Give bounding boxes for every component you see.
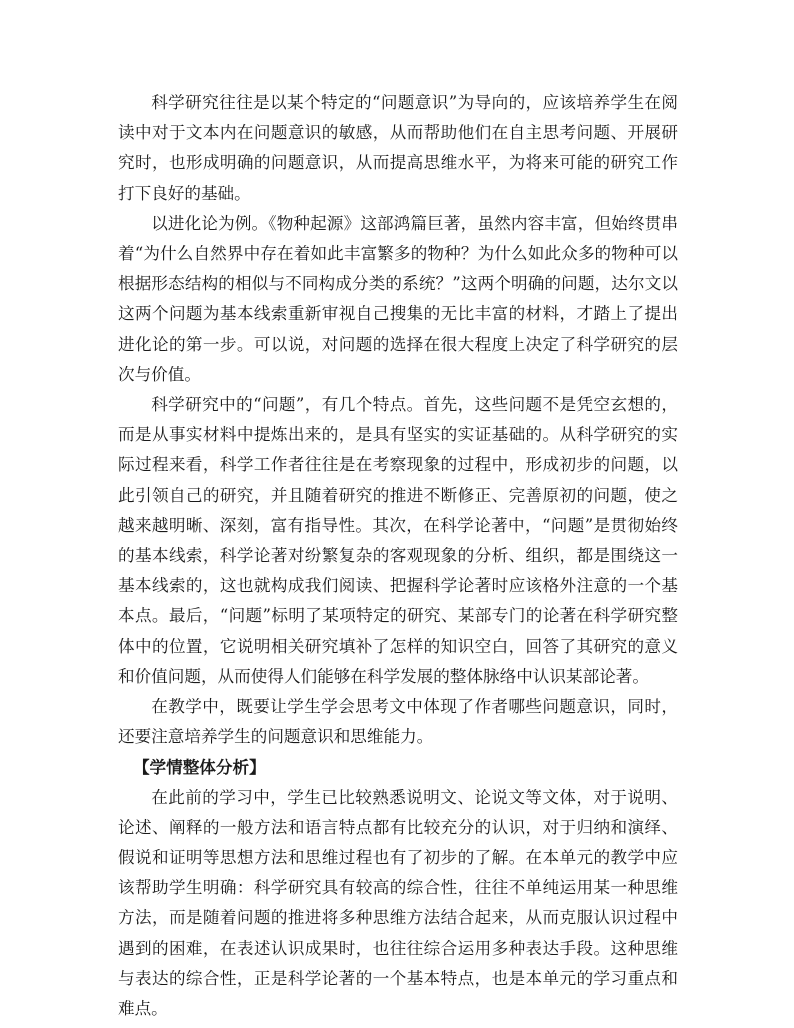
section-heading: 【学情整体分析】: [132, 757, 266, 778]
paragraph-evolution-example: 以进化论为例。《物种起源》这部鸿篇巨著，虽然内容丰富，但始终贯串着“为什么自然界中存在着如此丰富繁多的物种？为什么如此众多的物种可以根据形态结构的相似与不同构成分类的系统？”这两个明确的问题，达尔文以这两个问题为基本线索重新审视自己搜集的无比丰富的材料，才踏上了提出进化论的第一步。可以说，对问题的选择在很大程度上决定了科学研究的层次与价值。: [118, 213, 678, 384]
document-page: [118, 88, 678, 1024]
paragraph-problem-features: 科学研究中的“问题”，有几个特点。首先，这些问题不是凭空玄想的，而是从事实材料中提炼出来的，是具有坚实的实证基础的。从科学研究的实际过程来看，科学工作者往往是在考察现象的过程中，形成初步的问题，以此引领自己的研究，并且随着研究的推进不断修正、完善原初的问题，使之越来越明晰、深刻，富有指导性。其次，在科学论著中，“问题”是贯彻始终的基本线索，科学论著对纷繁复杂的客观现象的分析、组织，都是围绕这一基本线索的，这也就构成我们阅读、把握科学论著时应该格外注意的一个基本点。最后，“问题”标明了某项特定的研究、某部专门的论著在科学研究整体中的位置，它说明相关研究填补了怎样的知识空白，回答了其研究的意义和价值问题，从而使得人们能够在科学发展的整体脉络中认识某部论著。: [118, 395, 678, 686]
paragraph-teaching: 在教学中，既要让学生学会思考文中体现了作者哪些问题意识，同时，还要注意培养学生的问题意识和思维能力。: [118, 697, 678, 747]
paragraph-student-analysis: 在此前的学习中，学生已比较熟悉说明文、论说文等文体，对于说明、论述、阐释的一般方法和语言特点都有比较充分的认识，对于归纳和演绎、假说和证明等思想方法和思维过程也有了初步的了解。在本单元的教学中应该帮助学生明确：科学研究具有较高的综合性，往往不单纯运用某一种思维方法，而是随着问题的推进将多种思维方法结合起来，从而克服认识过程中遇到的困难，在表述认识成果时，也往往综合运用多种表达手段。这种思维与表达的综合性，正是科学论著的一个基本特点，也是本单元的学习重点和难点。: [118, 787, 678, 1019]
paragraph-problem-awareness: 科学研究往往是以某个特定的“问题意识”为导向的，应该培养学生在阅读中对于文本内在问题意识的敏感，从而帮助他们在自主思考问题、开展研究时，也形成明确的问题意识，从而提高思维水平，为将来可能的研究工作打下良好的基础。: [118, 93, 678, 203]
